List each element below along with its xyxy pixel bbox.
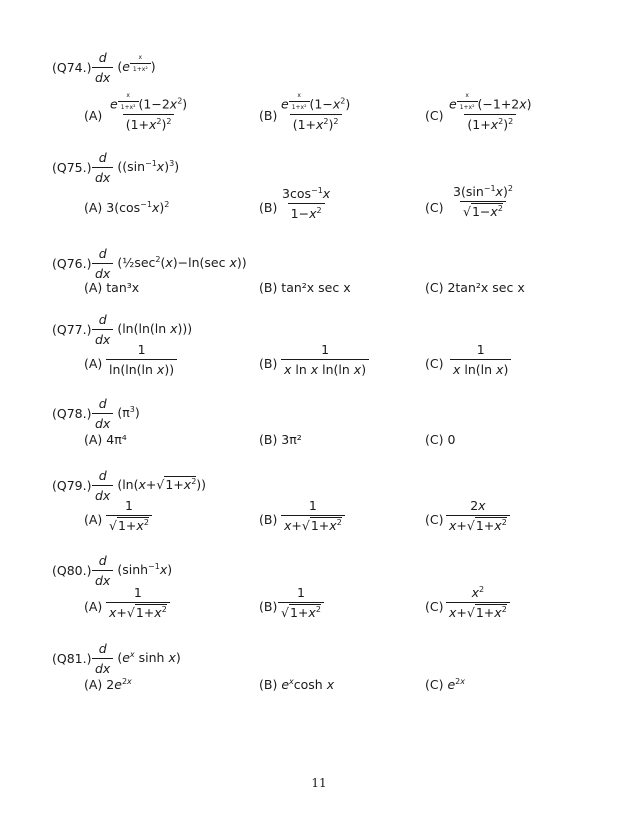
derivative-operator: $\frac{d}{dx}$ (e $^{\frac{x}{\text{1+x²}}}$ )	[92, 50, 156, 85]
option-b: (B) tan²x sec x	[259, 280, 351, 295]
option-b-label: (B)	[259, 356, 278, 371]
derivative-operator: $\frac{d}{dx}$ $((\sin^{-1}x)^3)$	[92, 150, 179, 185]
option-b: (B) $e^x\cosh$ x	[259, 677, 335, 693]
derivative-operator: $\frac{d}{dx}$ (ln(ln(ln x)))	[92, 312, 192, 347]
option-c-label: (C)	[425, 108, 444, 123]
option-a: $\frac{1}{√1+x^2}$	[106, 498, 152, 533]
option-c-label: (C)	[425, 200, 444, 215]
option-c-label: (C)	[425, 356, 444, 371]
question-label: (Q80.)	[52, 563, 92, 578]
option-c-label: (C)	[425, 599, 444, 614]
option-b: (B) 3π²	[259, 432, 302, 447]
option-b-label: (B)	[259, 108, 278, 123]
option-c: $\frac{3(\sin^{-1}x)^2}{√1-x^2}$	[453, 184, 513, 220]
option-a: $\frac{1}{\text{ln(ln(ln x))}}$	[106, 342, 177, 377]
derivative-operator: $\frac{d}{dx}$ ($\frac{1}{2}\sec^2(x)-\ln(\sec$ x))	[92, 246, 247, 281]
question-label: (Q74.)	[52, 60, 92, 75]
option-c: $\frac{1}{\text{x ln(ln x)}}$	[450, 342, 511, 377]
option-a: (A) tan³x	[84, 280, 140, 295]
option-b: $\frac{1}{\text{x ln x ln(ln x)}}$	[281, 342, 369, 377]
option-a: (A) 4π⁴	[84, 432, 127, 447]
option-a-label: (A)	[84, 356, 103, 371]
option-a: (A) $3(\cos^{-1}x)^2$	[84, 200, 170, 216]
option-c-label: (C)	[425, 512, 444, 527]
option-b-label: (B)	[259, 512, 278, 527]
question-label: (Q81.)	[52, 651, 92, 666]
option-b: $\frac{1}{x+√1+x^2}$	[281, 498, 345, 533]
option-c: (C) $e^{2x}$	[425, 677, 465, 693]
option-a-label: (A)	[84, 599, 103, 614]
option-b: $\frac{3\cos^{-1}x}{1-x^2}$	[282, 186, 331, 222]
option-a: e $^{\frac{x}{\text{1+x²}}}$ $(1-2x^2)$ $(1+x^2)^2$	[110, 92, 188, 132]
option-c: e $^{\frac{x}{\text{1+x²}}}$ (−1+2x) $(1+x^2)^2$	[449, 92, 532, 132]
option-b: $\frac{1}{√1+x^2}$	[278, 585, 324, 620]
derivative-operator: $\frac{d}{dx}$ $(\sinh^{-1}x)$	[92, 553, 172, 588]
option-a-label: (A)	[84, 108, 103, 123]
derivative-operator: $\frac{d}{dx}$ $(\pi^3)$	[92, 396, 140, 431]
page-number: 11	[311, 776, 327, 790]
option-c: $\frac{x^2}{x+√1+x^2}$	[446, 585, 510, 620]
option-a-label: (A)	[84, 512, 103, 527]
option-a: (A) $2e^{2x}$	[84, 677, 132, 693]
option-b-label: (B)	[259, 200, 278, 215]
derivative-operator: $\frac{d}{dx}$ $(\ln(x+√1+x^2))$	[92, 468, 206, 503]
question-label: (Q77.)	[52, 322, 92, 337]
question-label: (Q78.)	[52, 406, 92, 421]
option-b-label: (B)	[259, 599, 278, 614]
derivative-operator: $\frac{d}{dx}$ ($e^x$ sinh x)	[92, 641, 181, 676]
option-c: $\frac{2x}{x+√1+x^2}$	[446, 498, 510, 533]
option-c: (C) 0	[425, 432, 456, 447]
question-label: (Q76.)	[52, 256, 92, 271]
option-b: e $^{\frac{x}{\text{1+x²}}}$ $(1-x^2)$ $(1+x^2)^2$	[281, 92, 351, 132]
option-a: $\frac{1}{x+√1+x^2}$	[106, 585, 170, 620]
question-label: (Q75.)	[52, 160, 92, 175]
question-label: (Q79.)	[52, 478, 92, 493]
option-c: (C) 2tan²x sec x	[425, 280, 525, 295]
